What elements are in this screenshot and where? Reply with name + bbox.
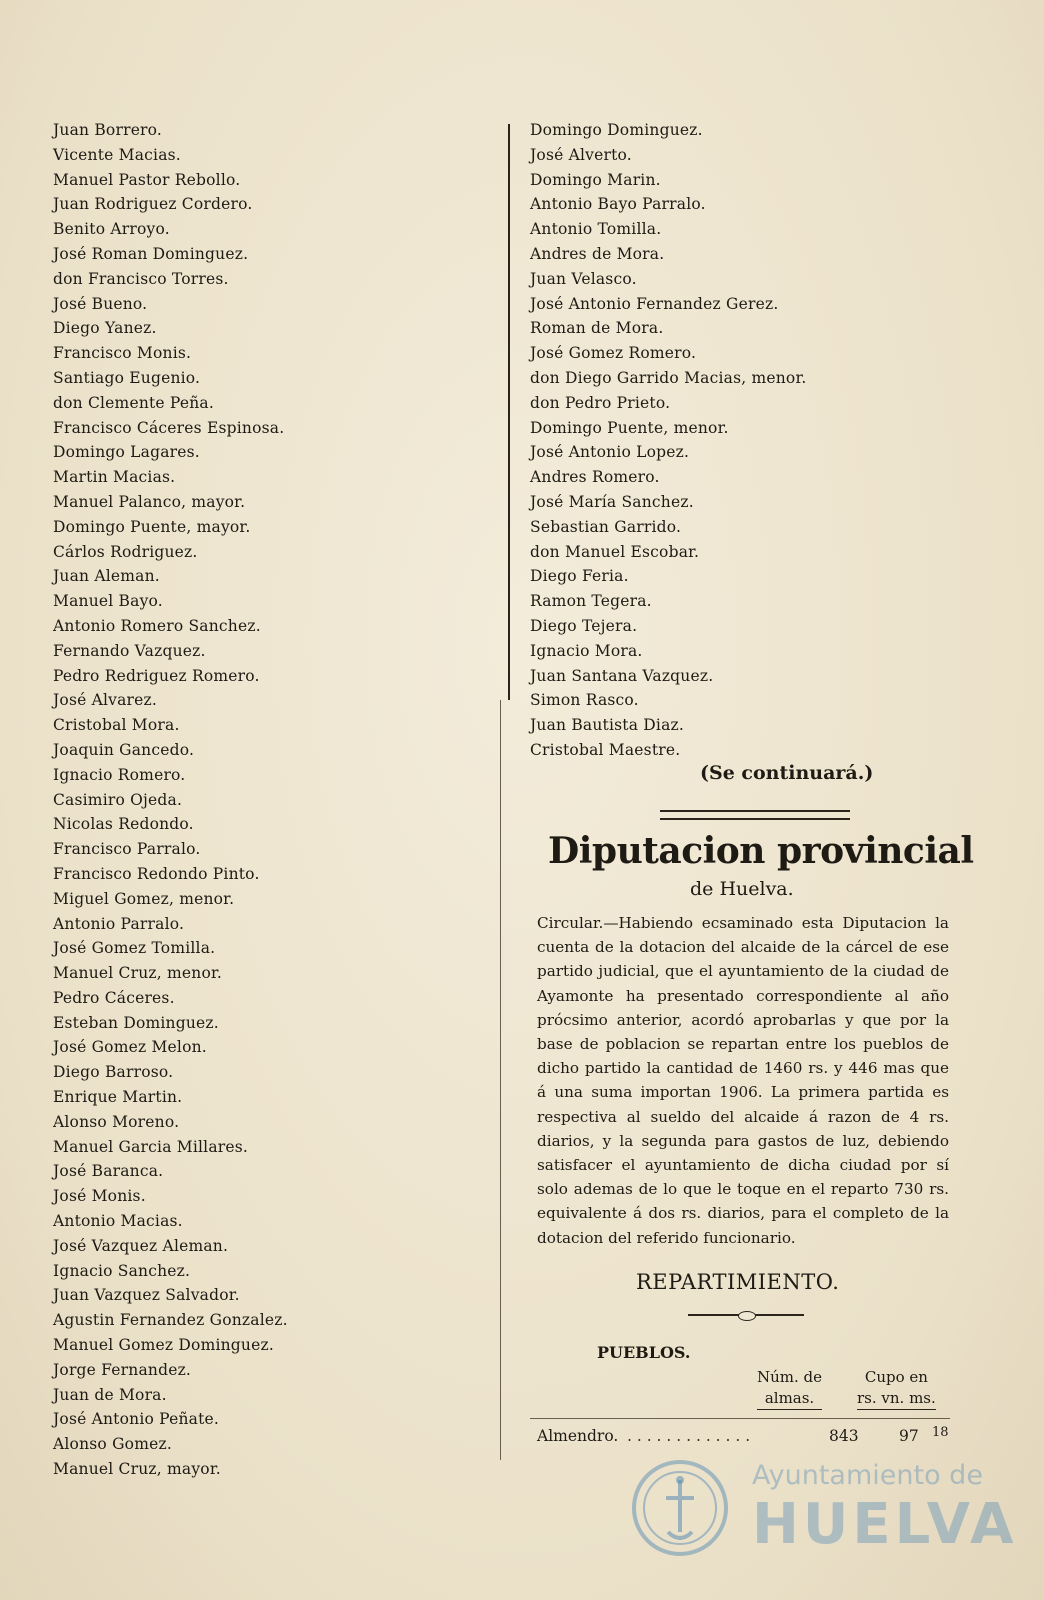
list-item: Martin Macias. — [53, 468, 176, 487]
list-item: José Antonio Lopez. — [530, 443, 690, 462]
list-item: Ramon Tegera. — [530, 592, 652, 611]
list-item: Juan Bautista Diaz. — [530, 716, 685, 735]
list-item: Andres Romero. — [530, 468, 660, 487]
column-divider — [508, 124, 510, 700]
section-subtitle: de Huelva. — [690, 878, 794, 900]
list-item: José Monis. — [53, 1187, 146, 1206]
list-item: Alonso Moreno. — [53, 1112, 180, 1131]
section-title: Diputacion provincial — [548, 830, 974, 872]
rs-cell: 97 — [899, 1427, 919, 1445]
list-item: Antonio Tomilla. — [530, 220, 662, 239]
list-item: Juan Vazquez Salvador. — [53, 1286, 240, 1305]
cupo-header — [857, 1367, 936, 1410]
list-item: Antonio Romero Sanchez. — [53, 616, 261, 635]
list-item: Casimiro Ojeda. — [53, 790, 183, 809]
almas-cell: 843 — [829, 1427, 859, 1445]
list-item: Manuel Cruz, mayor. — [53, 1460, 221, 1479]
repartimiento-title: REPARTIMIENTO. — [636, 1270, 840, 1294]
list-item: José Vazquez Aleman. — [53, 1236, 229, 1255]
list-item: Simon Rasco. — [530, 691, 639, 710]
list-item: Juan Aleman. — [53, 567, 160, 586]
list-item: Domingo Puente, menor. — [530, 418, 729, 437]
list-item: José Baranca. — [53, 1162, 164, 1181]
almas-header-line1: Núm. de — [757, 1368, 823, 1386]
list-item: Ignacio Mora. — [530, 641, 643, 660]
list-item: Juan Santana Vazquez. — [530, 666, 714, 685]
list-item: Manuel Palanco, mayor. — [53, 492, 246, 511]
almas-header — [757, 1367, 822, 1410]
list-item: Jorge Fernandez. — [53, 1360, 192, 1379]
list-item: José Antonio Peñate. — [53, 1410, 219, 1429]
list-item: José Gomez Melon. — [53, 1038, 207, 1057]
watermark-line2: HUELVA — [752, 1492, 1018, 1557]
list-item: Diego Yanez. — [53, 319, 157, 338]
list-item: don Manuel Escobar. — [530, 542, 700, 561]
list-item: Manuel Pastor Rebollo. — [53, 170, 241, 189]
list-item: don Diego Garrido Macias, menor. — [530, 368, 807, 387]
leader-dots: . . . . . . . . . . . . . — [627, 1427, 751, 1445]
list-item: José Antonio Fernandez Gerez. — [530, 294, 779, 313]
list-item: Andres de Mora. — [530, 244, 665, 263]
watermark — [630, 1450, 1018, 1570]
list-item: Diego Tejera. — [530, 616, 638, 635]
list-item: Santiago Eugenio. — [53, 368, 201, 387]
list-item: Domingo Dominguez. — [530, 121, 703, 139]
list-item: Esteban Dominguez. — [53, 1013, 219, 1032]
list-item: Diego Feria. — [530, 567, 629, 586]
names-list-left — [53, 118, 493, 1482]
list-item: Domingo Puente, mayor. — [53, 517, 251, 536]
list-item: Manuel Bayo. — [53, 592, 163, 611]
list-item: Juan Borrero. — [53, 121, 163, 139]
list-item: Juan de Mora. — [53, 1385, 167, 1404]
list-item: Juan Velasco. — [530, 269, 637, 288]
list-item: Benito Arroyo. — [53, 220, 170, 239]
list-item: Roman de Mora. — [530, 319, 664, 338]
pueblo-cell: Almendro. — [537, 1427, 619, 1445]
list-item: Diego Barroso. — [53, 1063, 174, 1082]
list-item: Manuel Gomez Dominguez. — [53, 1336, 274, 1355]
list-item: Vicente Macias. — [53, 145, 181, 164]
list-item: Domingo Marin. — [530, 170, 661, 189]
cupo-header-line1: Cupo en — [864, 1368, 928, 1386]
list-item: Nicolas Redondo. — [53, 815, 194, 834]
list-item: Ignacio Sanchez. — [53, 1261, 191, 1280]
list-item: Cárlos Rodriguez. — [53, 542, 198, 561]
list-item: Antonio Parralo. — [53, 914, 185, 933]
list-item: José Alverto. — [530, 145, 632, 164]
ms-cell: 18 — [932, 1425, 949, 1440]
list-item: Ignacio Romero. — [53, 765, 186, 784]
list-item: Francisco Parralo. — [53, 840, 201, 859]
list-item: Enrique Martin. — [53, 1088, 183, 1107]
list-item: Agustin Fernandez Gonzalez. — [53, 1311, 288, 1330]
list-item: Cristobal Maestre. — [530, 740, 681, 759]
continuation-note: (Se continuará.) — [700, 762, 874, 784]
list-item: Fernando Vazquez. — [53, 641, 206, 660]
list-item: Francisco Monis. — [53, 344, 192, 363]
list-item: don Clemente Peña. — [53, 393, 214, 412]
column-divider-lower — [500, 700, 501, 1460]
list-item: Miguel Gomez, menor. — [53, 889, 235, 908]
list-item: don Pedro Prieto. — [530, 393, 671, 412]
circular-text: Circular.—Habiendo ecsaminado esta Diputacion la cuenta de la dotacion del alcaide de la cárcel de ese partido judicial, que el ayuntamiento de la ciudad de Ayamonte ha presentado correspondiente al año prócsimo anterior, acordó aprobarlas y que por la base de poblacion se repartan entre los pueblos de dicho partido la cantidad de 1460 rs. y 446 mas que á una suma importan 1906. La primera partida es respectiva al sueldo del alcaide á razon de 4 rs. diarios, y la segunda para gastos de luz, debiendo satisfacer el ayuntamiento de dicha ciudad por sí solo ademas de lo que le toque en el reparto 730 rs. equivalente á dos rs. diarios, para el completo de la dotacion del referido funcionario. — [537, 914, 949, 1247]
list-item: Sebastian Garrido. — [530, 517, 682, 536]
list-item: don Francisco Torres. — [53, 269, 229, 288]
section-separator — [660, 810, 850, 820]
list-item: Domingo Lagares. — [53, 443, 200, 462]
list-item: Pedro Redriguez Romero. — [53, 666, 260, 685]
list-item: José Bueno. — [53, 294, 148, 313]
list-item: José Roman Dominguez. — [53, 244, 249, 263]
list-item: Antonio Macias. — [53, 1212, 183, 1231]
pueblos-header: PUEBLOS. — [597, 1343, 691, 1362]
list-item: Manuel Cruz, menor. — [53, 964, 223, 983]
list-item: Manuel Garcia Millares. — [53, 1137, 249, 1156]
list-item: José María Sanchez. — [530, 492, 694, 511]
list-item: Antonio Bayo Parralo. — [530, 195, 706, 214]
city-seal-icon — [630, 1458, 730, 1558]
ornament-rule — [688, 1314, 804, 1316]
watermark-line1: Ayuntamiento de — [752, 1460, 983, 1491]
list-item: José Alvarez. — [53, 691, 158, 710]
list-item: Juan Rodriguez Cordero. — [53, 195, 253, 214]
almas-header-line2: almas. — [757, 1388, 822, 1410]
names-list-right — [530, 118, 970, 763]
list-item: Pedro Cáceres. — [53, 988, 175, 1007]
list-item: Francisco Redondo Pinto. — [53, 864, 260, 883]
list-item: Alonso Gomez. — [53, 1435, 172, 1454]
list-item: Cristobal Mora. — [53, 716, 180, 735]
list-item: Joaquin Gancedo. — [53, 740, 195, 759]
list-item: José Gomez Romero. — [530, 344, 697, 363]
list-item: José Gomez Tomilla. — [53, 939, 216, 958]
cupo-header-line2: rs. vn. ms. — [857, 1388, 936, 1410]
list-item: Francisco Cáceres Espinosa. — [53, 418, 285, 437]
table-rule — [530, 1418, 950, 1419]
